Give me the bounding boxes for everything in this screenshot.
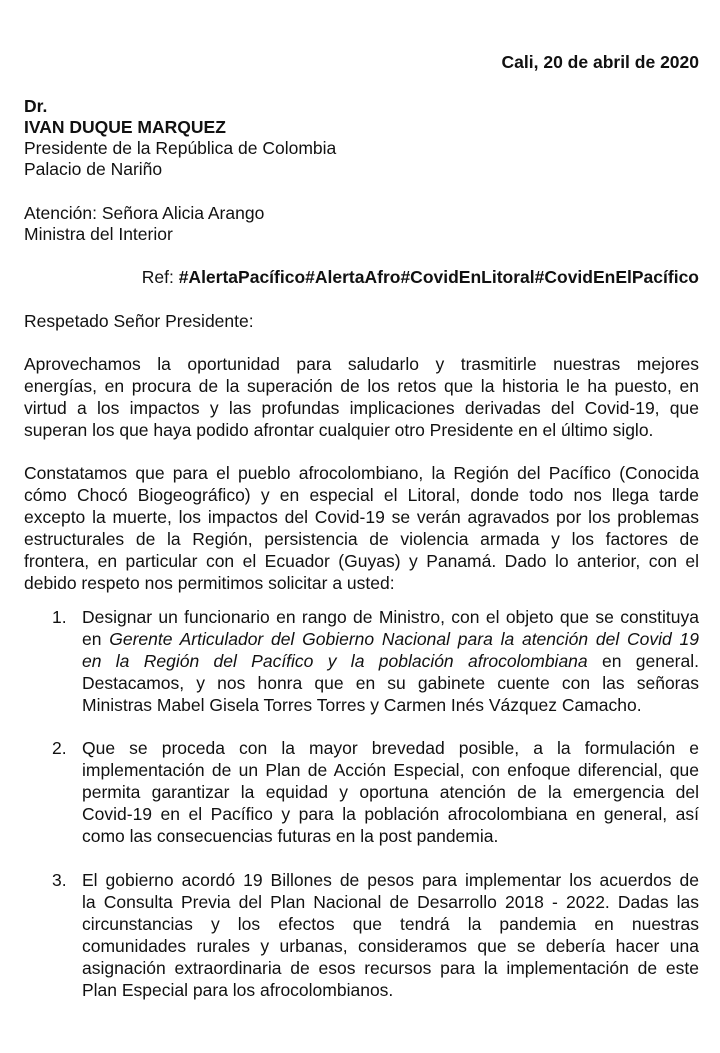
salutation-title: Dr. — [24, 96, 48, 116]
paragraph-2-line: frontera, en particular con el Ecuador (Guyas) y Panamá. Dado lo anterior, con el — [24, 551, 699, 571]
recipient-role: Presidente de la República de Colombia — [24, 138, 337, 158]
list-item-line: como las consecuencias futuras en la post pandemia. — [82, 826, 499, 846]
reference-label: Ref: — [141, 267, 179, 287]
reference-line — [142, 266, 699, 288]
list-item-line: Plan Especial para los afrocolombianos. — [82, 980, 394, 1000]
list-item-line: Ministras Mabel Gisela Torres Torres y Carmen Inés Vázquez Camacho. — [82, 695, 642, 715]
paragraph-2-line: excepto la muerte, los impactos del Covid-19 se verán agravados por los problemas — [24, 507, 699, 527]
list-item-line: la Consulta Previa del Plan Nacional de Desarrollo 2018 - 2022. Dadas las — [82, 892, 699, 912]
recipient-place: Palacio de Nariño — [24, 159, 163, 179]
paragraph-1-line: energías, en procura de la superación de los retos que la historia le ha puesto, en — [24, 376, 699, 396]
attention-line: Atención: Señora Alicia Arango — [24, 203, 265, 223]
list-item-italic-text: Gerente Articulador del Gobierno Nacional para la atención del Covid 19 — [109, 629, 699, 649]
list-item-line: asignación extraordinaria de esos recursos para la implementación de este — [82, 958, 699, 978]
paragraph-2-line: debido respeto nos permitimos solicitar a usted: — [24, 573, 395, 593]
list-item-line: permita garantizar la equidad y oportuna atención de la emergencia del — [82, 782, 699, 802]
reference-hashtags: #AlertaPacífico#AlertaAfro#CovidEnLitoral#CovidEnElPacífico — [178, 267, 699, 287]
greeting: Respetado Señor Presidente: — [24, 311, 254, 331]
list-item-number: 2. — [52, 738, 67, 758]
list-item-number: 1. — [52, 607, 67, 627]
list-item-line: circunstancias y los efectos que tendrá la pandemia en nuestras — [82, 914, 699, 934]
paragraph-1-line: virtud a los impactos y las profundas implicaciones derivadas del Covid-19, que — [24, 398, 699, 418]
paragraph-1-line: Aprovechamos la oportunidad para saludarlo y trasmitirle nuestras mejores — [24, 354, 699, 374]
list-item-line: implementación de un Plan de Acción Especial, con enfoque diferencial, que — [82, 760, 699, 780]
letter-date: Cali, 20 de abril de 2020 — [501, 52, 699, 72]
list-item-line: Destacamos, y nos honra que en su gabinete cuente con las señoras — [82, 673, 699, 693]
list-item-line: Que se proceda con la mayor brevedad posible, a la formulación e — [82, 738, 699, 758]
list-item-italic-text: en la Región del Pacífico y la población afrocolombiana — [82, 651, 588, 671]
paragraph-2-line: cómo Chocó Biogeográfico) y en especial el Litoral, donde todo nos llega tarde — [24, 485, 699, 505]
list-item-line: comunidades rurales y urbanas, consideramos que se debería hacer una — [82, 936, 699, 956]
list-item-number: 3. — [52, 870, 67, 890]
list-item-text: en general. — [587, 651, 699, 671]
attention-role: Ministra del Interior — [24, 224, 173, 244]
list-item-line: Designar un funcionario en rango de Ministro, con el objeto que se constituya — [82, 607, 699, 627]
list-item-line — [82, 650, 699, 672]
recipient-name: IVAN DUQUE MARQUEZ — [24, 117, 226, 137]
paragraph-1-line: superan los que haya podido afrontar cualquier otro Presidente en el último siglo. — [24, 420, 654, 440]
list-item-text: en — [82, 629, 110, 649]
paragraph-2-line: estructurales de la Región, persistencia de violencia armada y los factores de — [24, 529, 699, 549]
list-item-line — [82, 628, 699, 650]
paragraph-2-line: Constatamos que para el pueblo afrocolombiano, la Región del Pacífico (Conocida — [24, 463, 699, 483]
list-item-line: Covid-19 en el Pacífico y para la población afrocolombiana en general, así — [82, 804, 699, 824]
list-item-line: El gobierno acordó 19 Billones de pesos para implementar los acuerdos de — [82, 870, 699, 890]
